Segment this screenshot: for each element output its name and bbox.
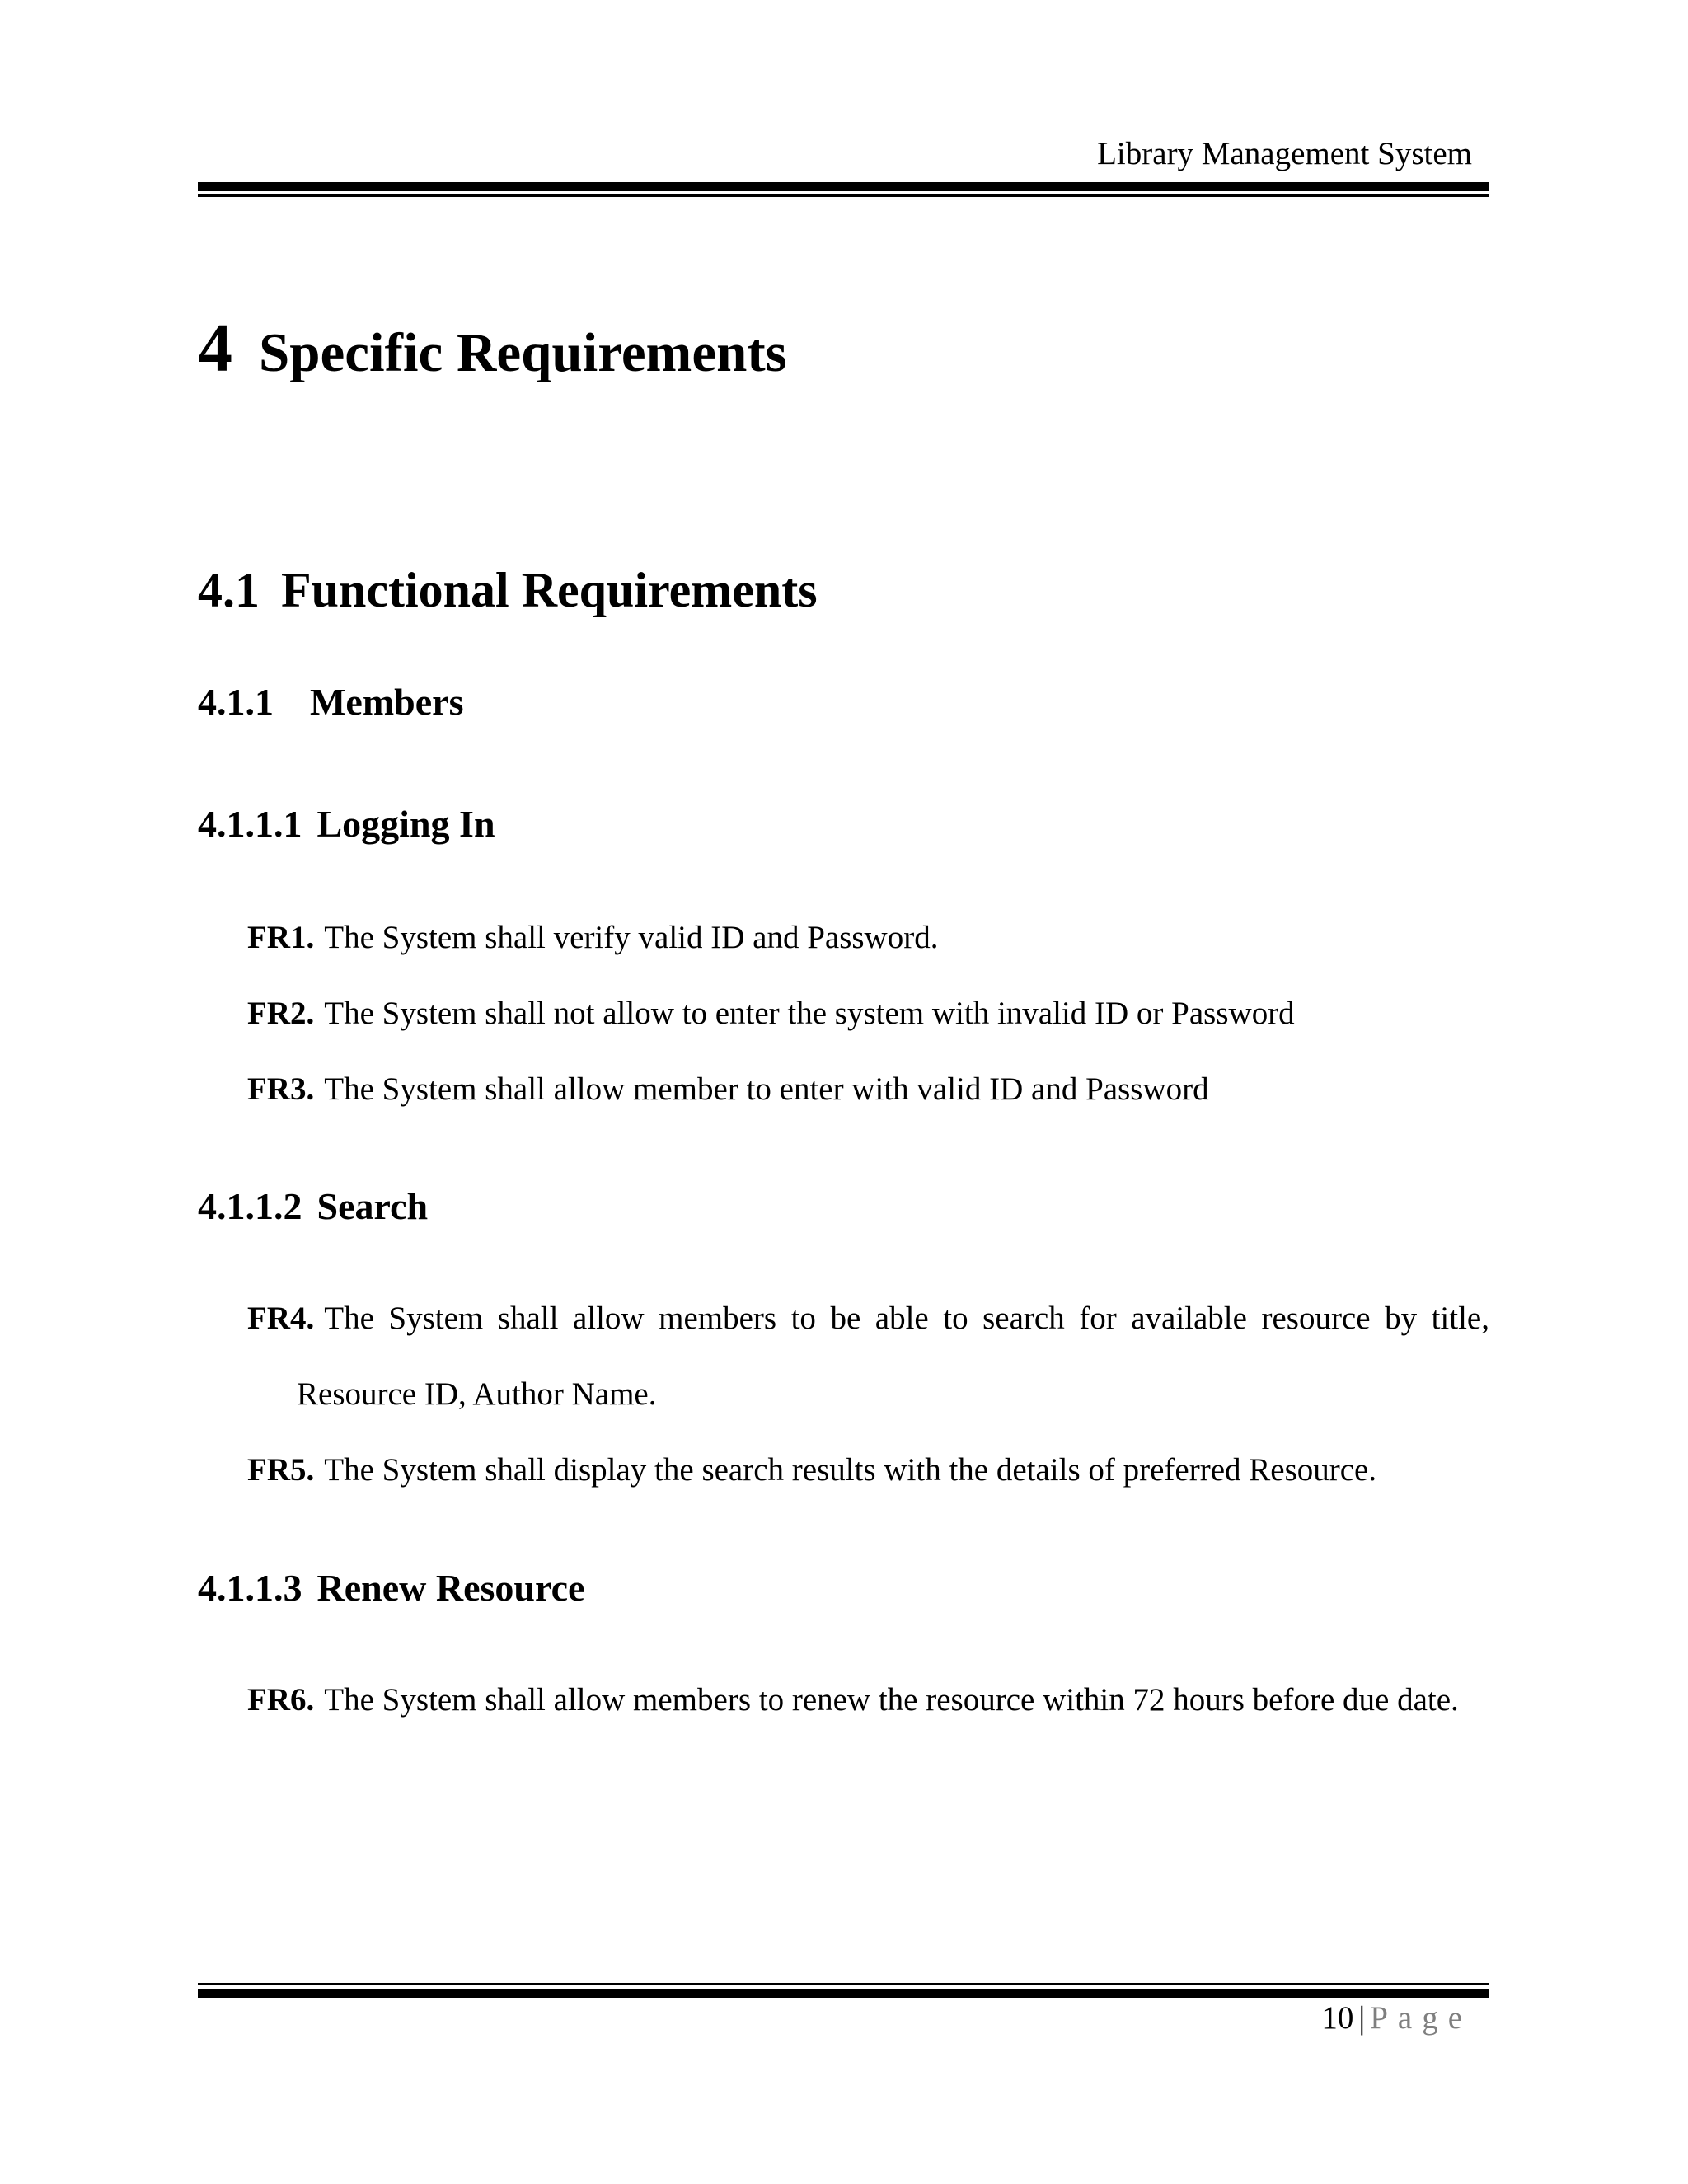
requirement-label: FR6. <box>247 1682 315 1718</box>
subsubsection-heading-renew-resource <box>198 1563 584 1613</box>
running-header: Library Management System <box>1097 136 1472 171</box>
chapter-heading <box>198 307 787 394</box>
subsubsection-title: Renew Resource <box>316 1567 585 1609</box>
subsubsection-title: Search <box>316 1185 429 1227</box>
requirement-fr3 <box>247 1069 1489 1110</box>
requirement-label: FR5. <box>247 1452 315 1488</box>
subsubsection-number: 4.1.1.1 <box>198 803 302 845</box>
requirement-text: The System shall allow members to renew the resource within 72 hours before due date. <box>324 1682 1459 1718</box>
subsubsection-number: 4.1.1.2 <box>198 1185 302 1227</box>
page-word: Page <box>1370 2000 1472 2036</box>
requirement-fr1 <box>247 917 1489 958</box>
requirement-label: FR2. <box>247 996 315 1031</box>
requirement-text: The System shall not allow to enter the system with invalid ID or Password <box>324 996 1295 1031</box>
requirement-label: FR1. <box>247 920 315 955</box>
chapter-title: Specific Requirements <box>259 322 787 383</box>
subsection-title: Members <box>310 681 464 723</box>
requirement-fr4-continuation: Resource ID, Author Name. <box>297 1376 657 1412</box>
subsection-heading <box>198 677 463 727</box>
requirement-label: FR3. <box>247 1071 315 1107</box>
subsubsection-heading-logging-in <box>198 799 495 849</box>
requirement-text: The System shall verify valid ID and Password. <box>324 920 939 955</box>
header-rule <box>198 182 1489 197</box>
page-number: 10 <box>1321 2000 1354 2036</box>
section-number: 4.1 <box>198 563 260 617</box>
requirement-fr6 <box>247 1680 1489 1721</box>
subsection-number: 4.1.1 <box>198 681 274 723</box>
requirement-fr5 <box>247 1450 1489 1491</box>
footer-rule <box>198 1983 1489 1998</box>
subsubsection-heading-search <box>198 1182 428 1231</box>
subsubsection-number: 4.1.1.3 <box>198 1567 302 1609</box>
chapter-number: 4 <box>198 310 232 387</box>
subsubsection-title: Logging In <box>316 803 495 845</box>
requirement-fr2 <box>247 993 1489 1034</box>
requirement-label: FR4. <box>247 1301 315 1336</box>
requirement-text: The System shall allow member to enter with valid ID and Password <box>324 1071 1209 1107</box>
section-title: Functional Requirements <box>281 563 818 617</box>
page-footer <box>1321 1998 1472 2039</box>
section-heading <box>198 560 818 621</box>
requirement-text: The System shall display the search results with the details of preferred Resource. <box>324 1452 1377 1488</box>
requirement-fr4 <box>247 1298 1489 1339</box>
requirement-text: The System shall allow members to be able to search for available resource by title, <box>324 1301 1489 1336</box>
footer-separator: | <box>1358 2000 1366 2036</box>
